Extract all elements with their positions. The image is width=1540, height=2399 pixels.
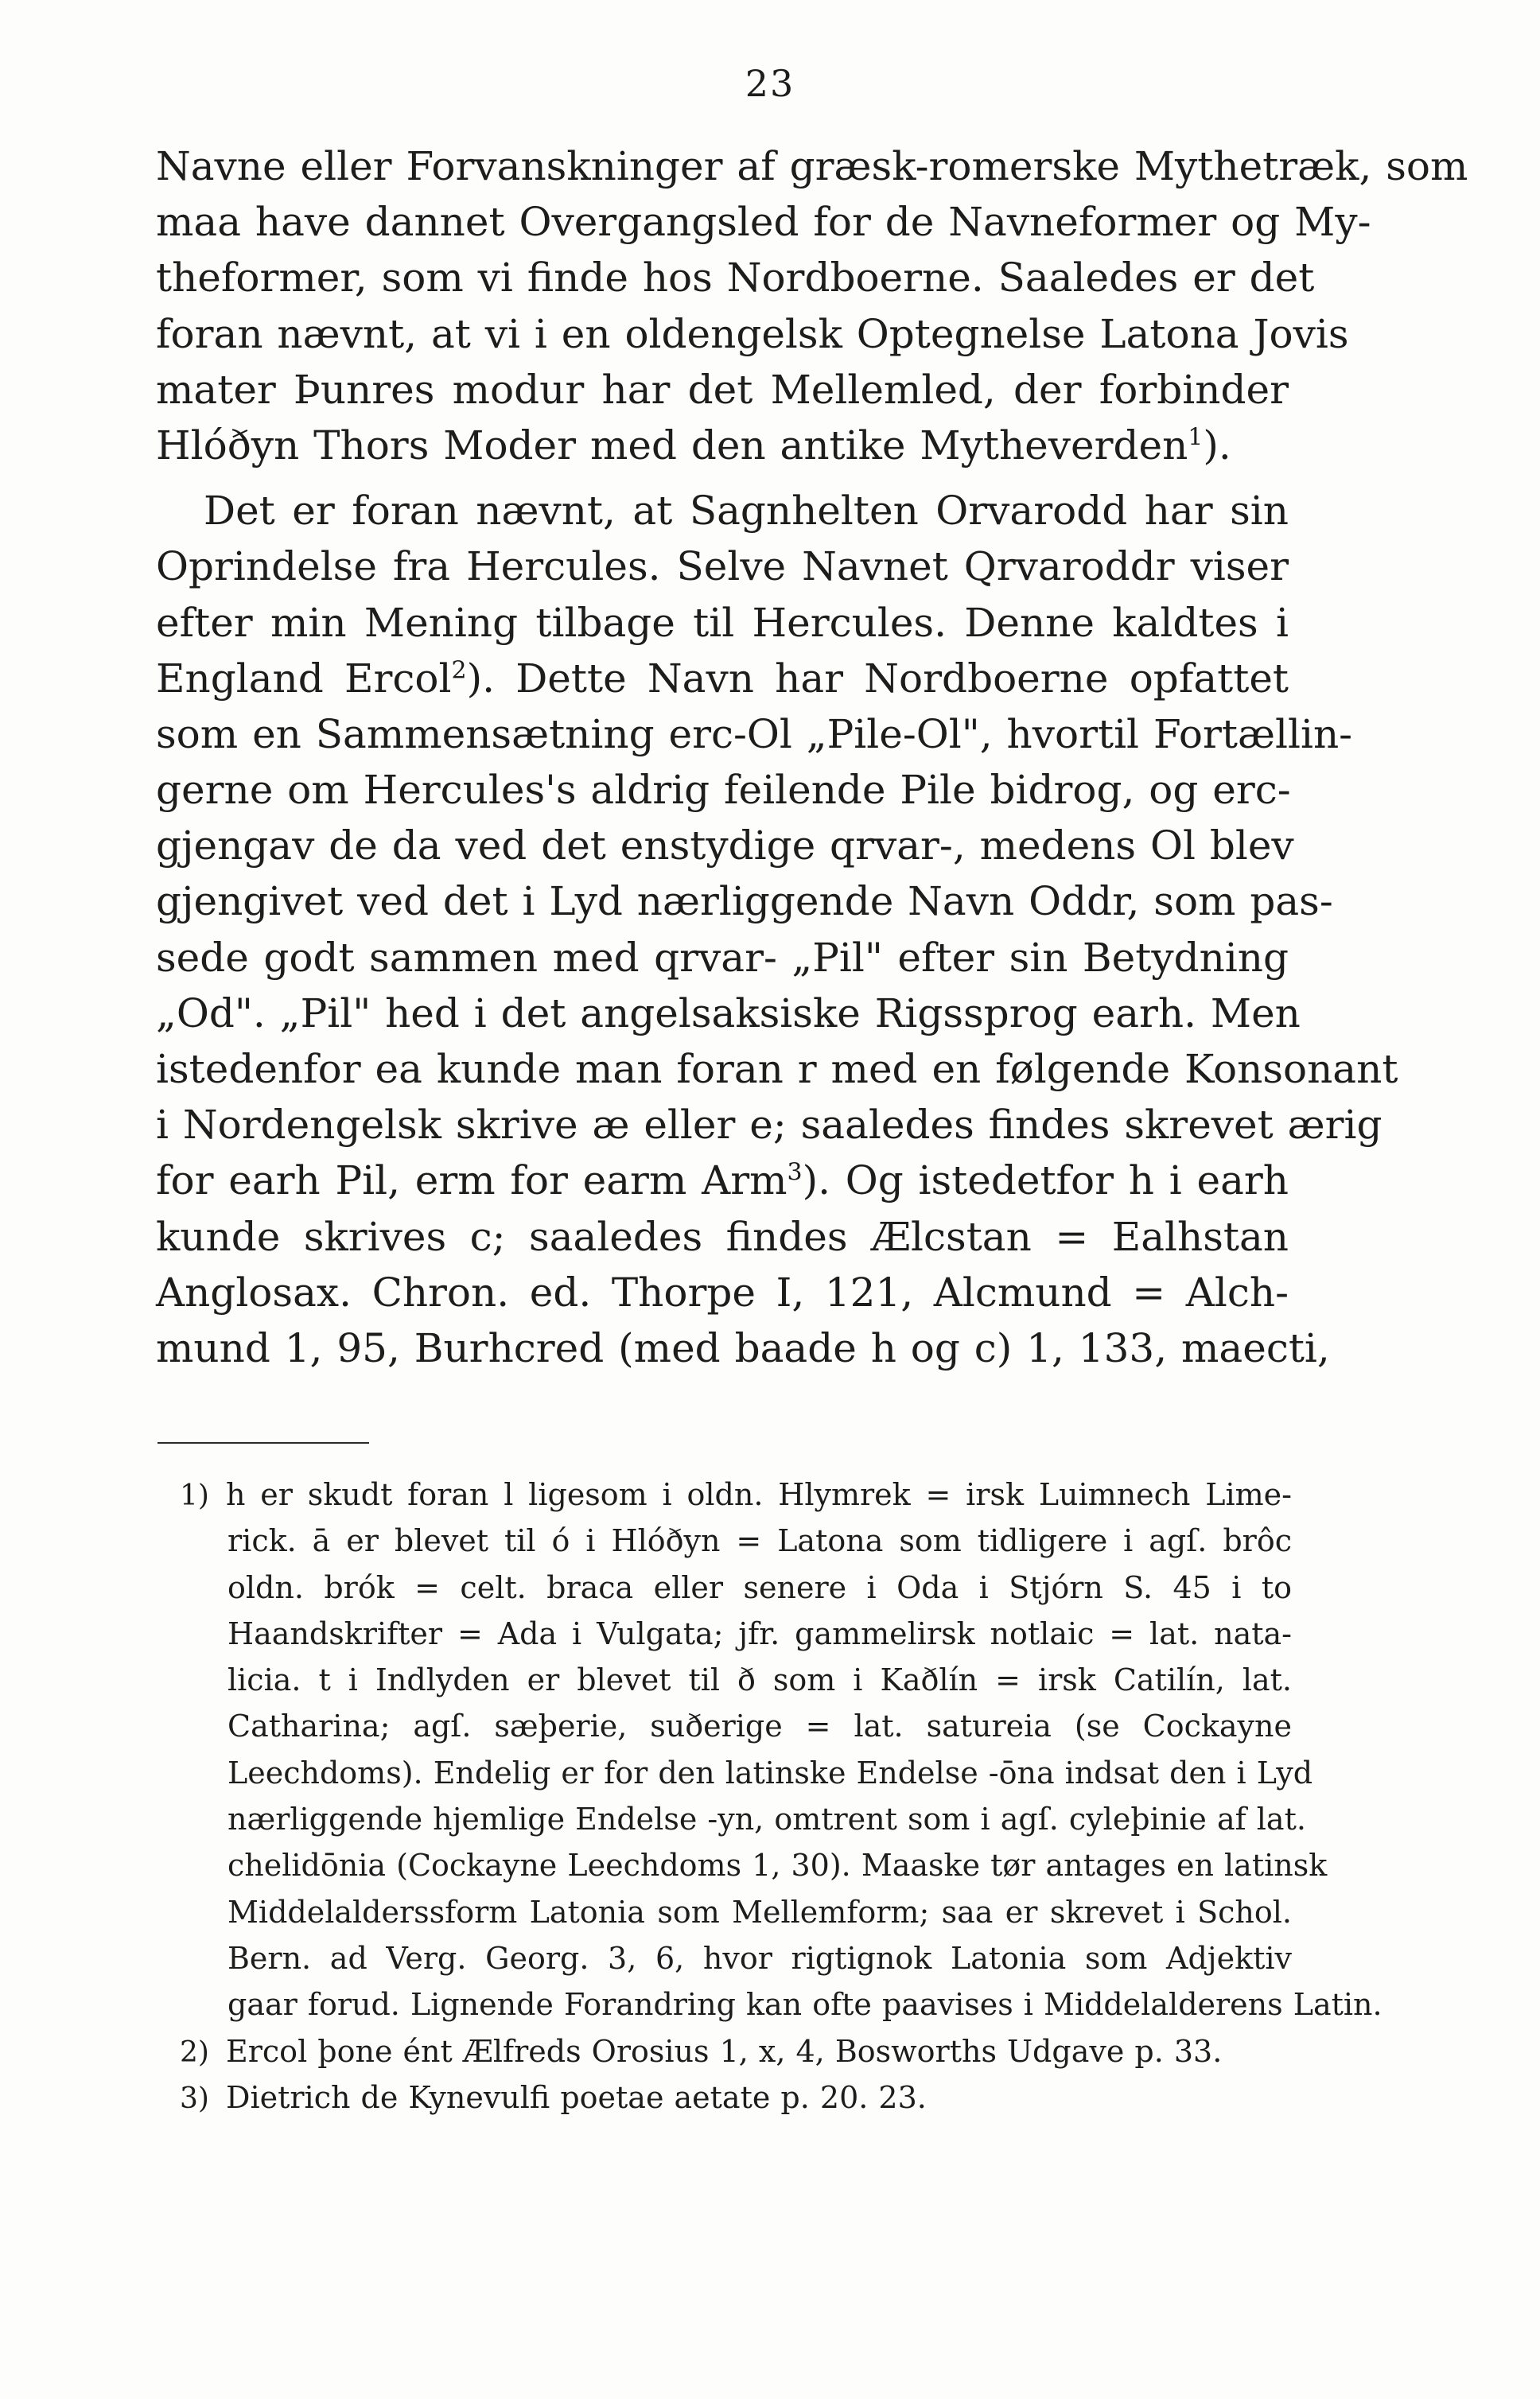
footnote-text: Ercol þone ént Ælfreds Orosius 1, x, 4, Bosworths Udgave p. 33. [226, 2033, 1223, 2069]
text-line [156, 1153, 1289, 1208]
footnote-line: Bern. ad Verg. Georg. 3, 6, hvor rigtignok Latonia som Adjektiv [228, 1940, 1292, 1976]
footnote-mark-1: 1) [180, 1479, 209, 1512]
text-line: efter min Mening tilbage til Hercules. Denne kaldtes i [156, 599, 1289, 646]
text-line: mund 1, 95, Burhcred (med baade h og c) 1, 133, maecti, [156, 1324, 1330, 1371]
text-line [156, 418, 1289, 473]
text-line: Anglosax. Chron. ed. Thorpe I, 121, Alcmund = Alch- [156, 1269, 1289, 1316]
text-fragment: for earh Pil, erm for earm Arm [156, 1157, 788, 1204]
text-line: theformer, som vi finde hos Nordboerne. Saaledes er det [156, 255, 1315, 301]
footnote-line: chelidōnia (Cockayne Leechdoms 1, 30). Maaske tør antages en latinsk [228, 1848, 1328, 1884]
text-line: gjengivet ved det i Lyd nærliggende Navn Oddr, som pas- [156, 878, 1333, 925]
text-line [156, 651, 1289, 706]
footnote-text: Dietrich de Kynevulfi poetae aetate p. 20. 23. [226, 2079, 927, 2115]
footnote-line: licia. t i Indlyden er blevet til ð som i Kaðlín = irsk Catilín, lat. [228, 1662, 1292, 1698]
footnote-ref-1: 1 [1188, 423, 1204, 452]
text-line: kunde skrives c; saaledes findes Ælcstan = Ealhstan [156, 1213, 1289, 1260]
body-text [156, 138, 1468, 1376]
text-fragment: Hlóðyn Thors Moder med den antike Mytheverden [156, 422, 1188, 469]
text-line: istedenfor ea kunde man foran r med en følgende Konsonant [156, 1046, 1398, 1092]
footnote-3 [156, 2074, 1292, 2121]
text-line: „Od". „Pil" hed i det angelsaksiske Rigssprog earh. Men [156, 990, 1301, 1036]
footnote-mark-3: 3) [180, 2082, 209, 2115]
footnote-line: nærliggende hjemlige Endelse -yn, omtrent som i agſ. cyleþinie af lat. [228, 1802, 1306, 1837]
text-line: Navne eller Forvanskninger af græsk-romerske Mythetræk, som [156, 143, 1468, 189]
text-line: sede godt sammen med qrvar- „Pil" efter sin Betydning [156, 934, 1289, 981]
text-line: gjengav de da ved det enstydige qrvar-, medens Ol blev [156, 822, 1294, 869]
footnote-line: Haandskrifter = Ada i Vulgata; jfr. gammelirsk notlaic = lat. nata- [228, 1616, 1292, 1651]
text-line: maa have dannet Overgangsled for de Navneformer og My- [156, 199, 1371, 246]
text-line: foran nævnt, at vi i en oldengelsk Optegnelse Latona Jovis [156, 310, 1349, 357]
footnote-line: rick. ā er blevet til ó i Hlóðyn = Latona som tidligere i agſ. brôc [228, 1523, 1292, 1559]
text-fragment: England Ercol [156, 655, 452, 702]
footnote-line: gaar forud. Lignende Forandring kan ofte paavises i Middelalderens Latin. [228, 1987, 1382, 2023]
footnote-line: Catharina; agſ. sæþerie, suðerige = lat. satureia (se Cockayne [228, 1709, 1292, 1744]
footnote-line: Middelalderssform Latonia som Mellemform; saa er skrevet i Schol. [228, 1894, 1292, 1930]
text-fragment: ). [1203, 422, 1231, 469]
text-line: Oprindelse fra Hercules. Selve Navnet Qrvaroddr viser [156, 543, 1289, 590]
footnote-mark-2: 2) [180, 2035, 209, 2069]
text-line: gerne om Hercules's aldrig feilende Pile bidrog, og erc- [156, 767, 1291, 814]
footnote-divider [158, 1442, 369, 1444]
footnote-line: oldn. brók = celt. braca eller senere i Oda i Stjórn S. 45 i to [228, 1569, 1292, 1605]
footnote-line: Leechdoms). Endelig er for den latinske Endelse -ōna indsat den i Lyd [228, 1755, 1313, 1791]
footnote-1 [156, 1472, 1292, 1518]
text-line: som en Sammensætning erc-Ol „Pile-Ol", hvortil Fortællin- [156, 710, 1353, 757]
footnote-ref-2: 2 [451, 656, 467, 685]
footnote-ref-3: 3 [787, 1158, 803, 1187]
text-line: mater Þunres modur har det Mellemled, der forbinder [156, 366, 1289, 413]
text-fragment: ). Dette Navn har Nordboerne opfattet [466, 655, 1289, 702]
text-line: Det er foran nævnt, at Sagnhelten Orvarodd har sin [204, 488, 1289, 535]
footnote-2 [156, 2028, 1292, 2074]
footnote-text: h er skudt foran l ligesom i oldn. Hlymrek = irsk Luimnech Lime- [226, 1477, 1292, 1512]
footnotes [156, 1472, 1382, 2121]
page-number: 23 [745, 62, 795, 105]
text-line: i Nordengelsk skrive æ eller e; saaledes findes skrevet ærig [156, 1102, 1382, 1149]
text-fragment: ). Og istedetfor h i earh [802, 1157, 1289, 1204]
